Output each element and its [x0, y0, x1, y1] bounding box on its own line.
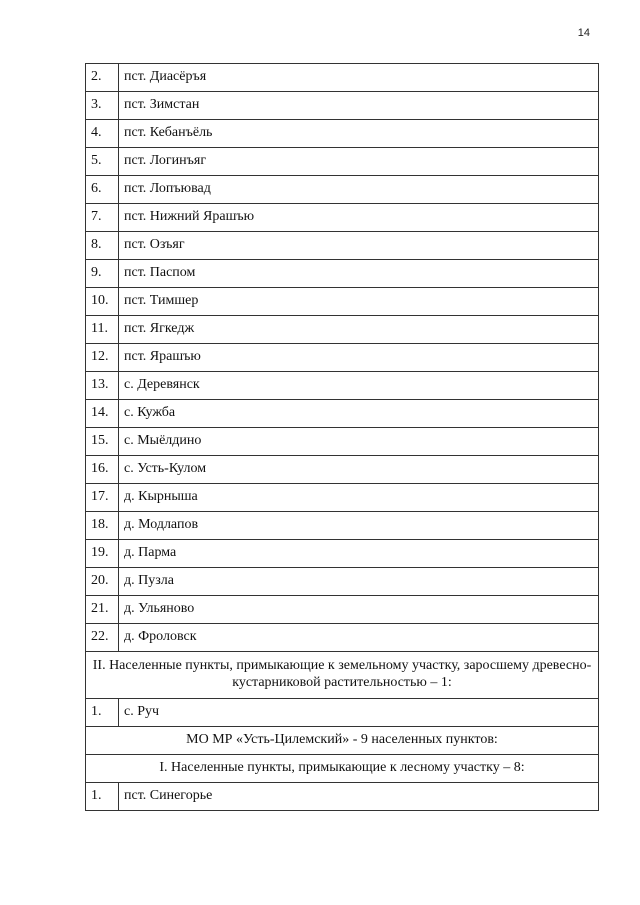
table-row [86, 232, 599, 260]
row-number: 11. [86, 316, 119, 344]
table-row [86, 540, 599, 568]
section-ii-heading: II. Населенные пункты, примыкающие к земельному участку, заросшему древесно-кустарниковой растительностью – 1: [86, 652, 599, 699]
row-number: 8. [86, 232, 119, 260]
table-row [86, 372, 599, 400]
table-row [86, 783, 599, 811]
row-number: 7. [86, 204, 119, 232]
section-i-heading: I. Населенные пункты, примыкающие к лесному участку – 8: [86, 755, 599, 783]
table-row [86, 148, 599, 176]
settlement-name: пст. Зимстан [119, 92, 599, 120]
row-number: 14. [86, 400, 119, 428]
row-number: 21. [86, 596, 119, 624]
page-number: 14 [577, 27, 590, 39]
table-row [86, 484, 599, 512]
table-row [86, 316, 599, 344]
table-row [86, 624, 599, 652]
table-row [86, 120, 599, 148]
table-row [86, 344, 599, 372]
row-number: 4. [86, 120, 119, 148]
table-row [86, 456, 599, 484]
table-row [86, 92, 599, 120]
table-row [86, 428, 599, 456]
row-number: 15. [86, 428, 119, 456]
row-number: 6. [86, 176, 119, 204]
table-row [86, 512, 599, 540]
table-row [86, 204, 599, 232]
section-heading-row [86, 755, 599, 783]
settlement-name: пст. Ярашъю [119, 344, 599, 372]
table-row [86, 176, 599, 204]
district-heading: МО МР «Усть-Цилемский» - 9 населенных пунктов: [86, 727, 599, 755]
row-number: 20. [86, 568, 119, 596]
settlement-name: пст. Нижний Ярашъю [119, 204, 599, 232]
table-row [86, 568, 599, 596]
row-number: 22. [86, 624, 119, 652]
settlements-table [85, 63, 599, 811]
settlement-name: пст. Ягкедж [119, 316, 599, 344]
table-row [86, 699, 599, 727]
settlement-name: д. Ульяново [119, 596, 599, 624]
row-number: 12. [86, 344, 119, 372]
table-row [86, 260, 599, 288]
row-number: 9. [86, 260, 119, 288]
settlement-name: д. Фроловск [119, 624, 599, 652]
row-number: 2. [86, 64, 119, 92]
district-heading-row [86, 727, 599, 755]
row-number: 1. [86, 699, 119, 727]
table-row [86, 596, 599, 624]
row-number: 3. [86, 92, 119, 120]
settlement-name: с. Мыёлдино [119, 428, 599, 456]
settlement-name: пст. Лопъювад [119, 176, 599, 204]
settlement-name: с. Усть-Кулом [119, 456, 599, 484]
settlement-name: д. Модлапов [119, 512, 599, 540]
settlement-name: пст. Тимшер [119, 288, 599, 316]
settlement-name: с. Кужба [119, 400, 599, 428]
row-number: 5. [86, 148, 119, 176]
settlement-name: пст. Диасёръя [119, 64, 599, 92]
settlement-name: д. Парма [119, 540, 599, 568]
row-number: 10. [86, 288, 119, 316]
settlement-name: с. Руч [119, 699, 599, 727]
settlement-name: д. Кырныша [119, 484, 599, 512]
table-row [86, 400, 599, 428]
section-heading-row [86, 652, 599, 699]
row-number: 1. [86, 783, 119, 811]
settlement-name: с. Деревянск [119, 372, 599, 400]
settlement-name: пст. Озъяг [119, 232, 599, 260]
settlement-name: пст. Кебанъёль [119, 120, 599, 148]
table-row [86, 288, 599, 316]
settlement-name: пст. Паспом [119, 260, 599, 288]
row-number: 13. [86, 372, 119, 400]
settlement-name: д. Пузла [119, 568, 599, 596]
row-number: 16. [86, 456, 119, 484]
table-row [86, 64, 599, 92]
settlement-name: пст. Логинъяг [119, 148, 599, 176]
row-number: 18. [86, 512, 119, 540]
row-number: 19. [86, 540, 119, 568]
row-number: 17. [86, 484, 119, 512]
settlement-name: пст. Синегорье [119, 783, 599, 811]
